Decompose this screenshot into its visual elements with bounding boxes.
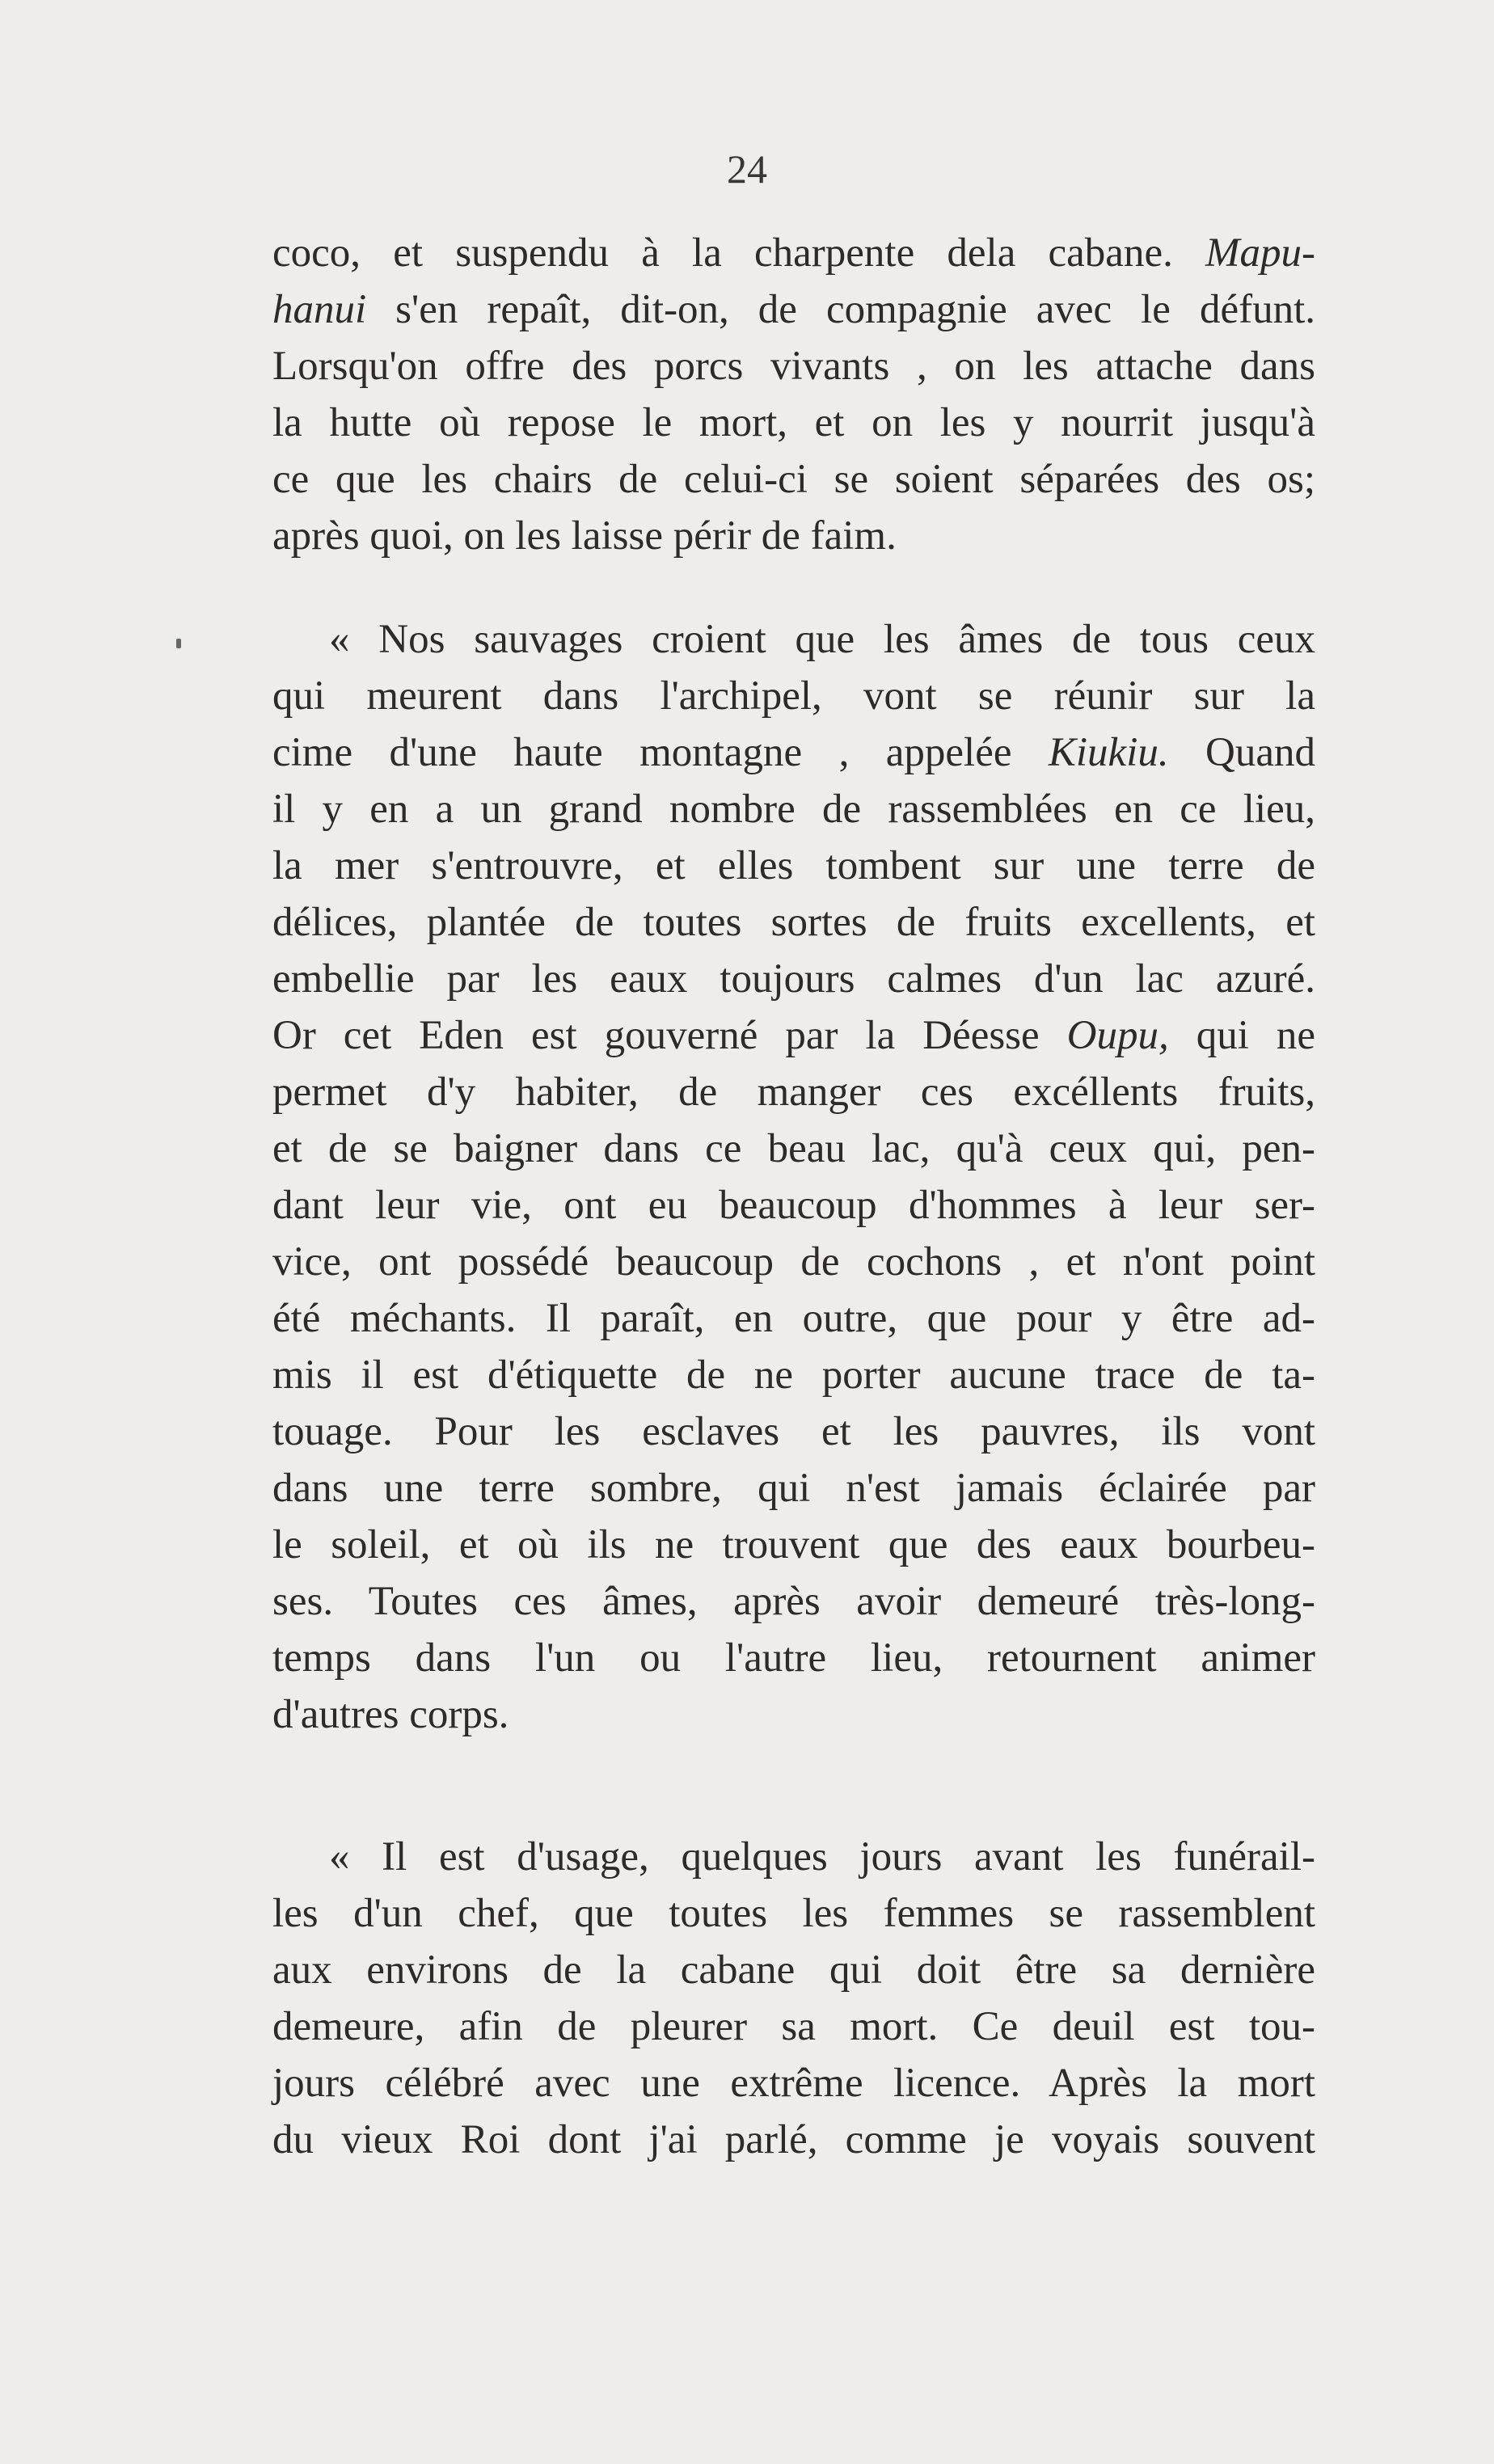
text-fragment: ses. Toutes ces âmes, après avoir demeuré très-long- — [272, 1579, 1315, 1624]
text-line — [272, 1573, 1315, 1630]
text-line — [272, 1517, 1315, 1573]
text-fragment: et de se baigner dans ce beau lac, qu'à ceux qui, pen- — [272, 1126, 1315, 1171]
text-fragment: été méchants. Il paraît, en outre, que pour y être ad- — [272, 1296, 1315, 1341]
text-line — [272, 1177, 1315, 1234]
text-line — [272, 894, 1315, 951]
text-fragment: touage. Pour les esclaves et les pauvres, ils vont — [272, 1409, 1315, 1454]
text-line — [272, 508, 1315, 564]
text-fragment: jours célébré avec une extrême licence. Après la mort — [272, 2061, 1315, 2106]
text-fragment: mis il est d'étiquette de ne porter aucune trace de ta- — [272, 1352, 1315, 1398]
text-line — [272, 225, 1315, 281]
text-line — [272, 1460, 1315, 1517]
text-line — [272, 951, 1315, 1007]
text-fragment: aux environs de la cabane qui doit être sa dernière — [272, 1947, 1315, 1993]
italic-text: Kiukiu. — [1048, 730, 1169, 775]
text-fragment: la mer s'entrouvre, et elles tombent sur une terre de — [272, 843, 1315, 888]
text-line — [272, 2055, 1315, 2112]
margin-mark — [176, 639, 181, 648]
text-fragment: coco, et suspendu à la charpente dela cabane. — [272, 230, 1206, 276]
text-line — [272, 1829, 1315, 1885]
text-fragment: Or cet Eden est gouverné par la Déesse — [272, 1013, 1067, 1058]
text-line — [272, 1007, 1315, 1064]
paragraph-1 — [272, 225, 1315, 564]
text-fragment: délices, plantée de toutes sortes de fruits excellents, et — [272, 900, 1315, 945]
text-fragment: permet d'y habiter, de manger ces excéllents fruits, — [272, 1070, 1315, 1115]
text-fragment: le soleil, et où ils ne trouvent que des eaux bourbeu- — [272, 1522, 1315, 1567]
text-fragment: du vieux Roi dont j'ai parlé, comme je voyais souvent — [272, 2117, 1315, 2162]
text-fragment: après quoi, on les laisse périr de faim. — [272, 513, 897, 559]
text-fragment: « Nos sauvages croient que les âmes de tous ceux — [329, 617, 1315, 662]
text-line — [272, 668, 1315, 724]
text-line — [272, 1942, 1315, 1998]
text-line — [272, 2112, 1315, 2168]
text-line — [272, 1403, 1315, 1460]
text-fragment: « Il est d'usage, quelques jours avant les funérail- — [329, 1834, 1315, 1880]
text-line — [272, 781, 1315, 838]
text-line — [272, 1998, 1315, 2055]
text-fragment: cime d'une haute montagne , appelée — [272, 730, 1049, 775]
text-line — [272, 1347, 1315, 1403]
text-fragment: s'en repaît, dit-on, de compagnie avec le défunt. — [366, 287, 1315, 332]
text-line — [272, 838, 1315, 894]
italic-text: Oupu, — [1066, 1013, 1169, 1058]
text-fragment: Quand — [1168, 730, 1315, 775]
text-line — [272, 1120, 1315, 1177]
italic-text: hanui — [272, 287, 367, 332]
text-fragment: qui ne — [1168, 1013, 1315, 1058]
text-fragment: les d'un chef, que toutes les femmes se rassemblent — [272, 1891, 1315, 1936]
text-fragment: dans une terre sombre, qui n'est jamais éclairée par — [272, 1466, 1315, 1511]
text-fragment: dant leur vie, ont eu beaucoup d'hommes à leur ser- — [272, 1183, 1315, 1228]
text-fragment: il y en a un grand nombre de rassemblées en ce lieu, — [272, 787, 1315, 832]
text-line — [272, 1234, 1315, 1290]
text-fragment: ce que les chairs de celui-ci se soient séparées des os; — [272, 457, 1315, 502]
text-fragment: qui meurent dans l'archipel, vont se réunir sur la — [272, 673, 1315, 719]
paragraph-2 — [272, 611, 1315, 1743]
italic-text: Mapu- — [1205, 230, 1315, 276]
text-fragment: vice, ont possédé beaucoup de cochons , et n'ont point — [272, 1239, 1315, 1285]
text-fragment: temps dans l'un ou l'autre lieu, retournent animer — [272, 1635, 1315, 1681]
text-fragment: d'autres corps. — [272, 1692, 509, 1737]
paragraph-3 — [272, 1829, 1315, 2168]
text-line — [272, 1630, 1315, 1686]
page-number: 24 — [727, 146, 767, 192]
text-fragment: demeure, afin de pleurer sa mort. Ce deuil est tou- — [272, 2004, 1315, 2049]
text-line — [272, 1885, 1315, 1942]
text-line — [272, 1686, 1315, 1743]
text-fragment: la hutte où repose le mort, et on les y nourrit jusqu'à — [272, 400, 1315, 445]
text-fragment: embellie par les eaux toujours calmes d'un lac azuré. — [272, 956, 1315, 1002]
text-line — [272, 394, 1315, 451]
text-line — [272, 281, 1315, 338]
text-line — [272, 1290, 1315, 1347]
text-line — [272, 338, 1315, 394]
text-line — [272, 724, 1315, 781]
text-fragment: Lorsqu'on offre des porcs vivants , on les attache dans — [272, 344, 1315, 389]
text-line — [272, 1064, 1315, 1120]
text-line — [272, 611, 1315, 668]
text-line — [272, 451, 1315, 508]
